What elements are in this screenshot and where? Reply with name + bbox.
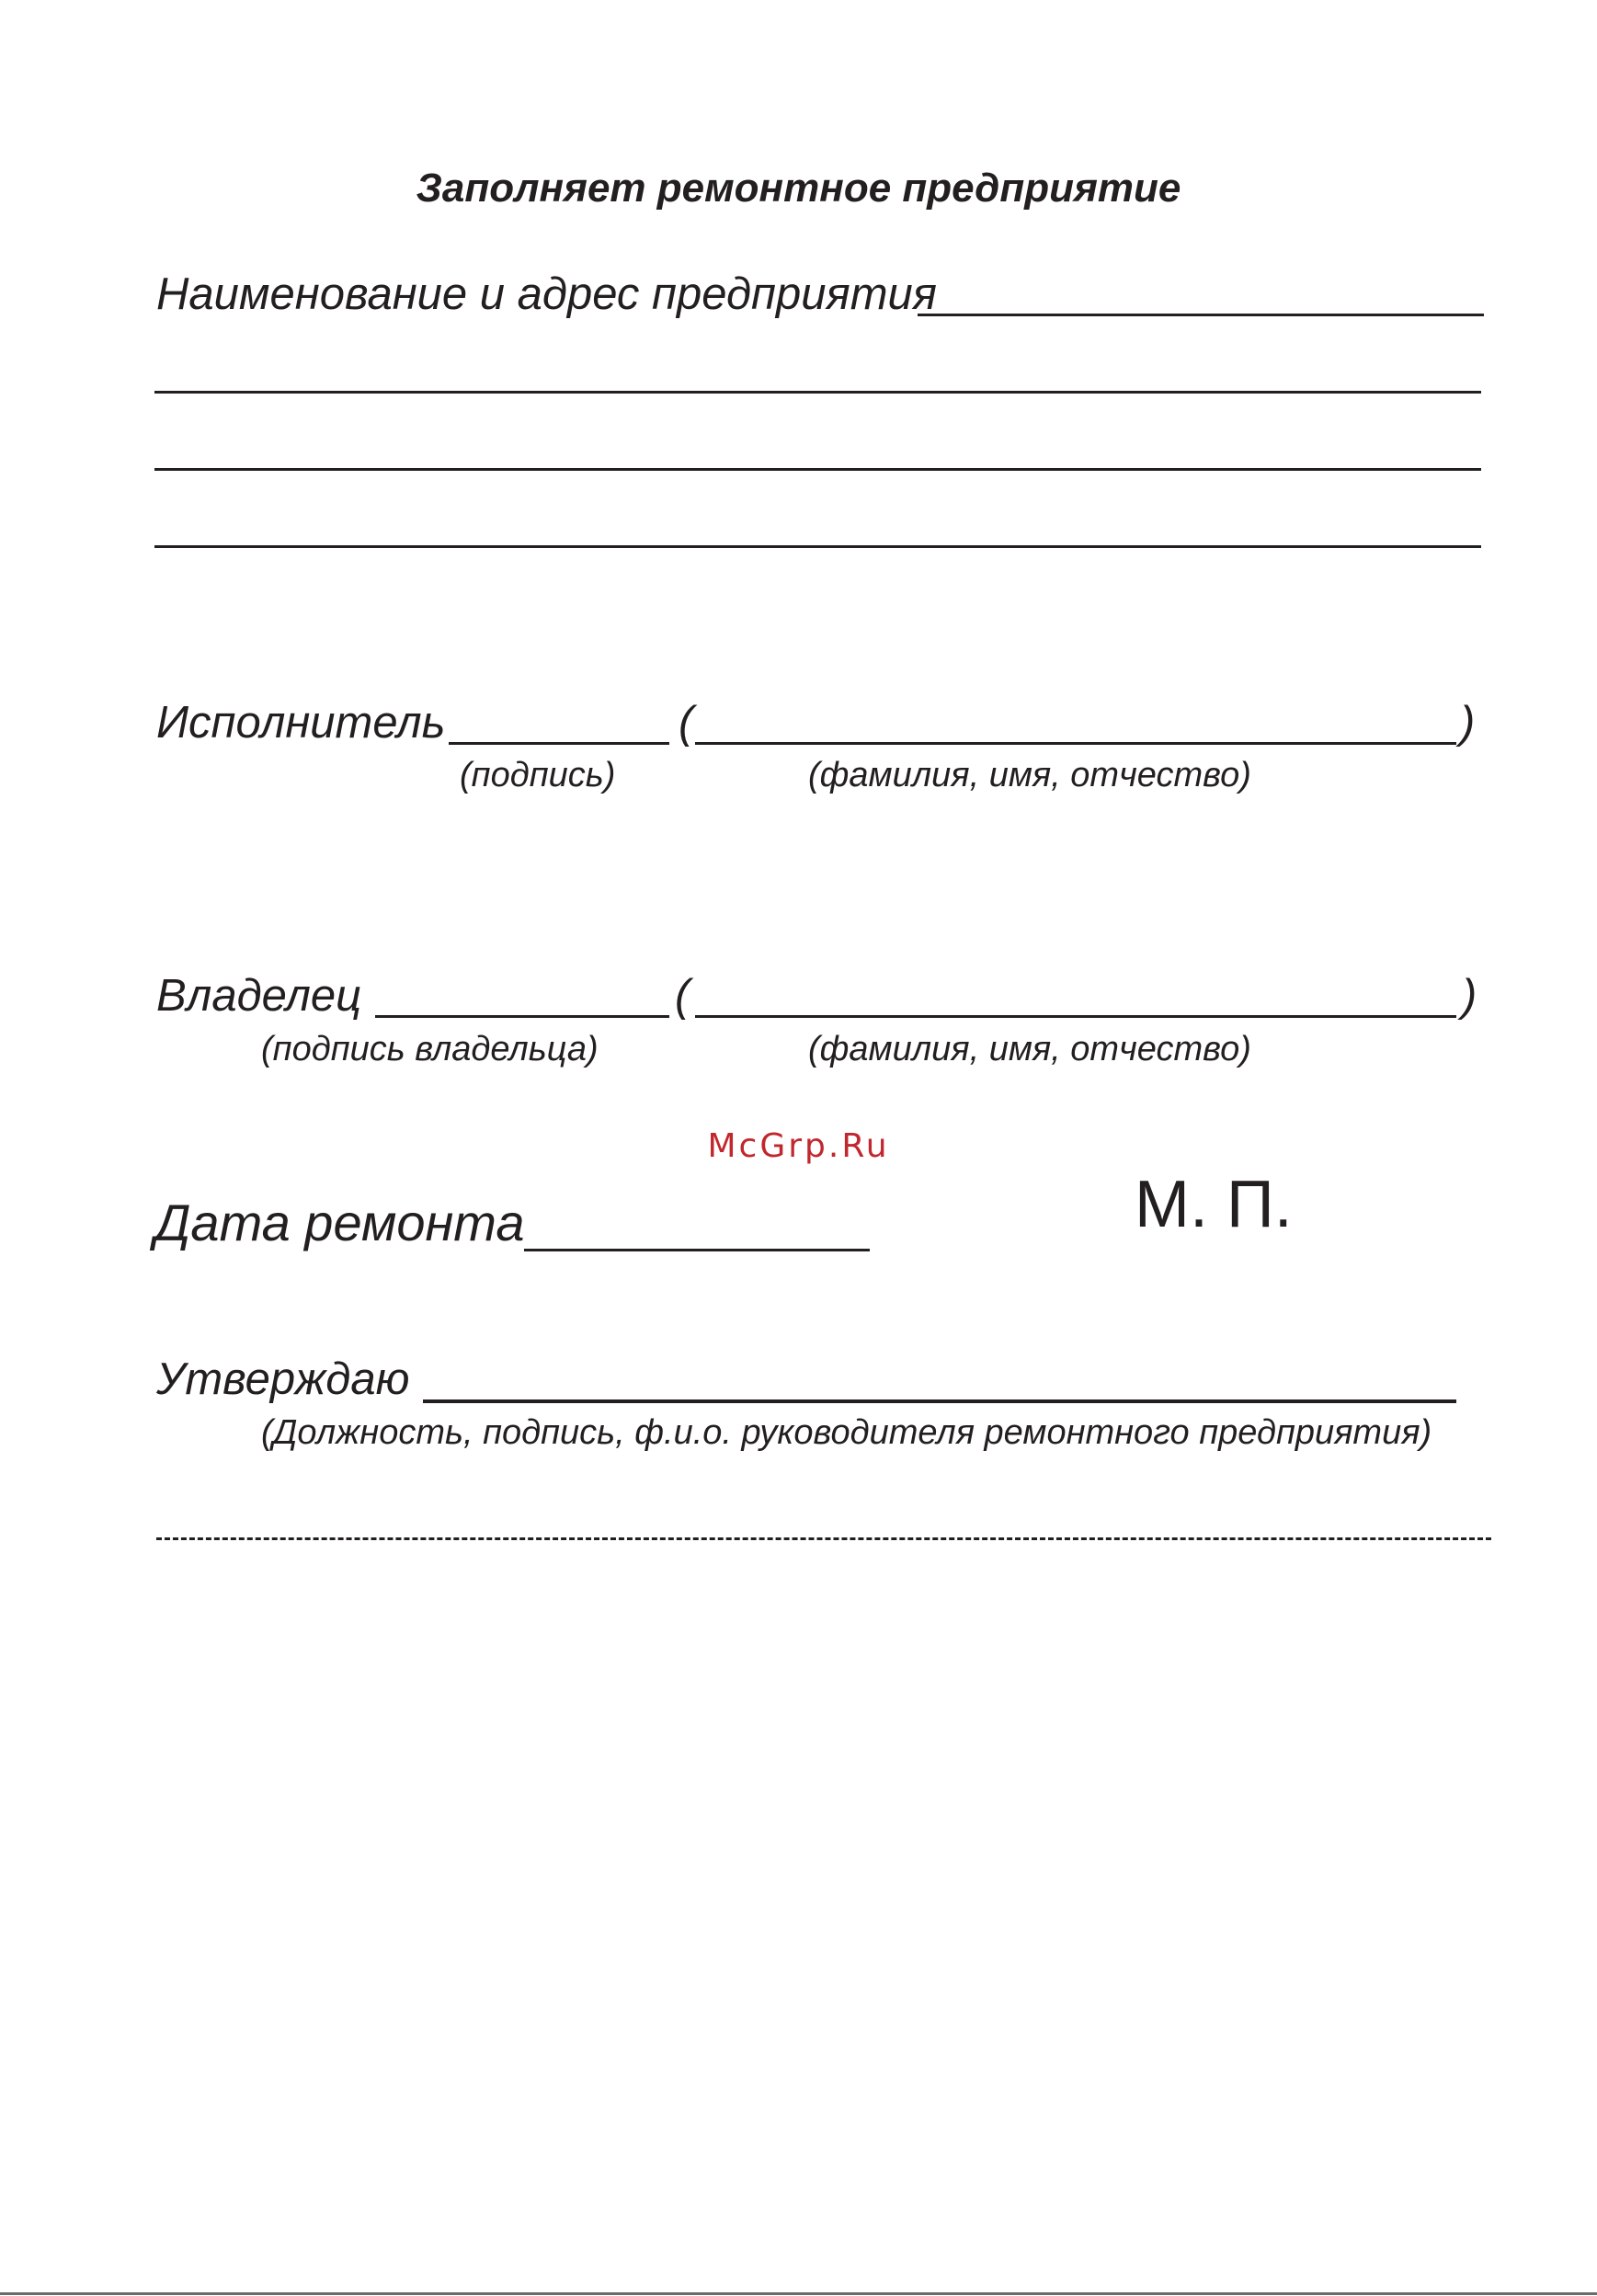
executor-paren-close: ) (1460, 698, 1476, 748)
owner-paren-open: ( (675, 971, 690, 1021)
owner-signature-line[interactable] (375, 1015, 669, 1018)
stamp-place-label: М. П. (1135, 1168, 1293, 1241)
owner-fullname-line[interactable] (695, 1015, 1456, 1018)
repair-date-label: Дата ремонта (154, 1194, 525, 1251)
owner-label: Владелец (156, 971, 362, 1021)
owner-signature-caption: (подпись владельца) (261, 1030, 599, 1068)
executor-label: Исполнитель (156, 698, 446, 748)
executor-signature-caption: (подпись) (460, 756, 616, 794)
approve-caption: (Должность, подпись, ф.и.о. руководителя ремонтного предприятия) (261, 1413, 1432, 1452)
watermark: McGrp.Ru (707, 1127, 890, 1165)
owner-paren-close: ) (1462, 971, 1477, 1021)
org-address-line-1[interactable] (154, 391, 1481, 394)
org-name-label: Наименование и адрес предприятия (156, 269, 937, 319)
executor-paren-open: ( (679, 698, 694, 748)
section-title: Заполняет ремонтное предприятие (416, 166, 1181, 211)
owner-fullname-caption: (фамилия, имя, отчество) (808, 1030, 1251, 1068)
page-bottom-edge (0, 2292, 1597, 2295)
org-name-field-line[interactable] (918, 314, 1484, 316)
executor-signature-line[interactable] (449, 742, 669, 745)
approve-signature-line[interactable] (423, 1399, 1456, 1403)
org-address-line-3[interactable] (154, 545, 1481, 548)
cut-line (156, 1537, 1491, 1540)
org-address-line-2[interactable] (154, 468, 1481, 471)
repair-date-line[interactable] (524, 1249, 870, 1251)
executor-fullname-line[interactable] (695, 742, 1456, 745)
approve-label: Утверждаю (156, 1354, 410, 1404)
executor-fullname-caption: (фамилия, имя, отчество) (808, 756, 1251, 794)
